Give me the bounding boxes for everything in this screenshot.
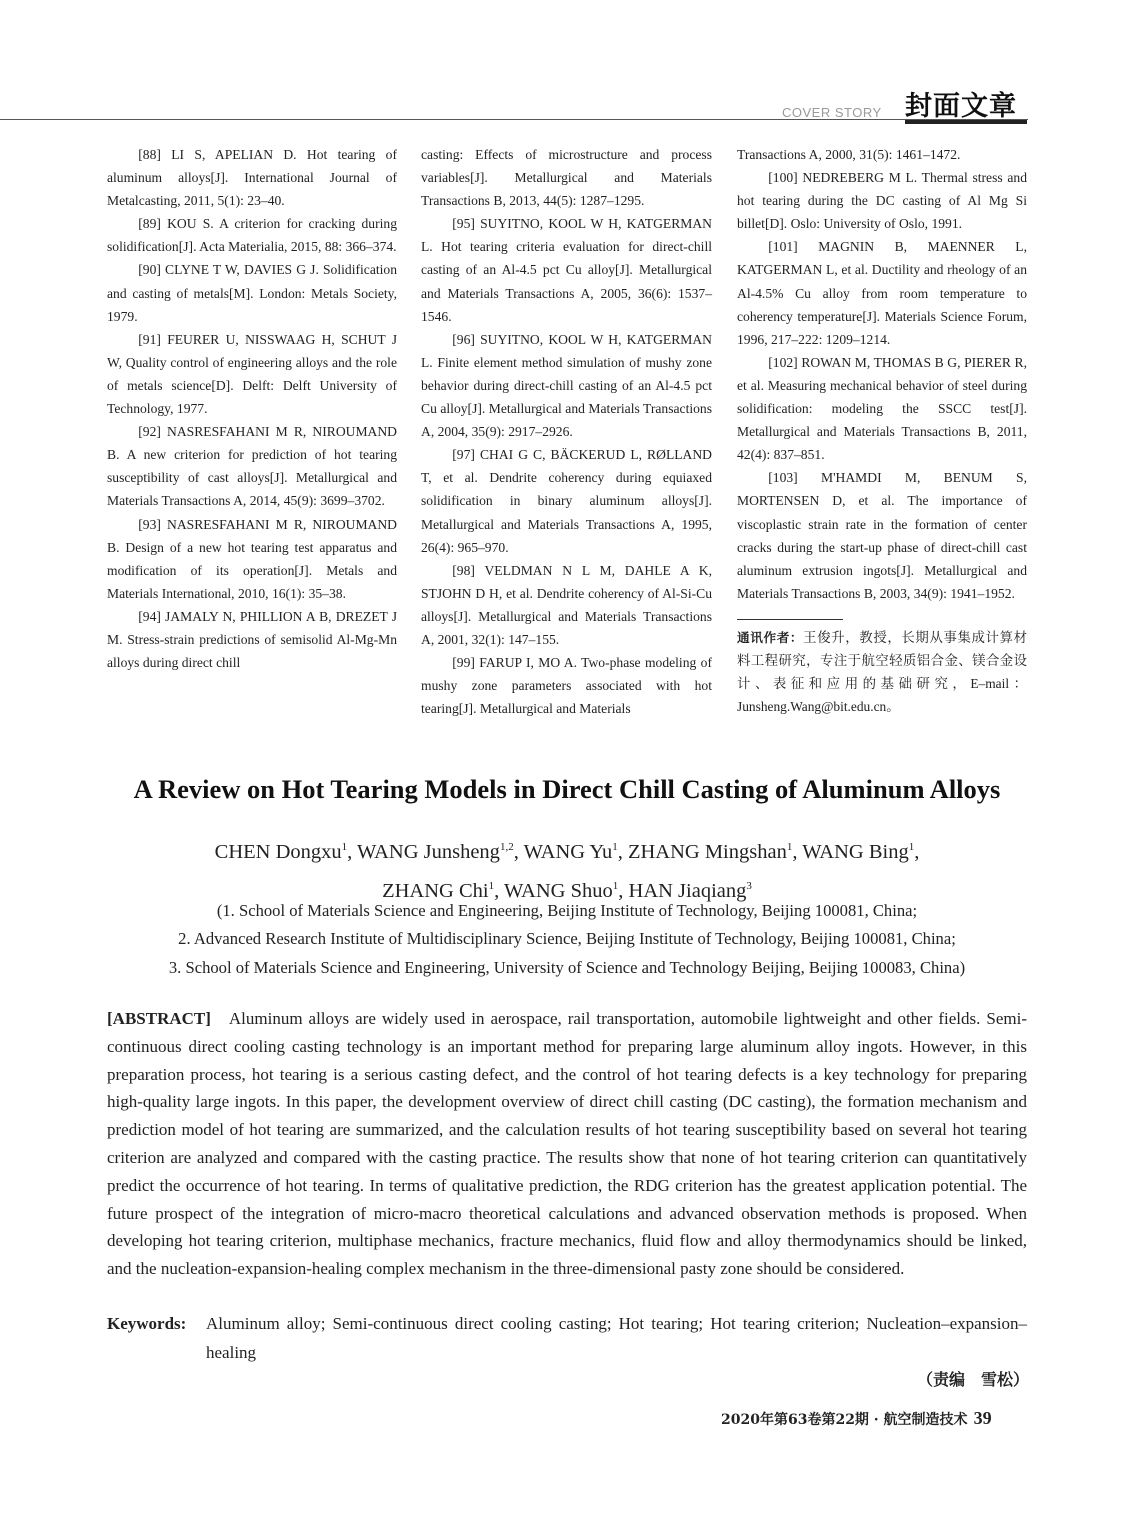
abstract-paragraph: [107, 1005, 1027, 1283]
author-name: ZHANG Mingshan: [627, 840, 787, 863]
section-label-en: COVER STORY: [782, 105, 882, 120]
author-line-2: ZHANG Chi$^1$, WANG Shuo$^1$, HAN Jiaqiang$^3$: [382, 879, 752, 902]
page-footer: [721, 1408, 992, 1429]
author-name: WANG Shuo: [503, 879, 613, 902]
author-affil-sup: 1: [786, 841, 793, 853]
reference-entry: [88] LI S, APELIAN D. Hot tearing of aluminum alloys[J]. International Journal of Metalcasting, 2011, 5(1): 23–40.: [107, 147, 397, 209]
author-note-text: 王俊升，教授，长期从事集成计算材料工程研究，专注于航空轻质铝合金、镁合金设计、表征和应用的基础研究，E–mail：Junsheng.Wang@bit.edu.cn。: [737, 629, 1028, 714]
author-affil-sup: 1: [488, 879, 495, 892]
page-number: 39: [973, 1408, 992, 1428]
author-affil-sup: 1: [341, 841, 348, 853]
keywords-label: Keywords:: [107, 1314, 187, 1333]
section-label-zh: 封面文章: [905, 91, 1017, 122]
author-affil-sup: 1: [908, 841, 915, 853]
abstract-text: Aluminum alloys are widely used in aerospace, rail transportation, automobile lightweight and other fields. Semi-continuous direct cooling casting technology is an important method for preparing large aluminum alloy ingots. However, in this preparation process, hot tearing is a serious casting defect, and the control of hot tearing defects is a key technology for preparing high-quality large ingots. In this paper, the development overview of direct chill casting (DC casting), the formation mechanism and prediction model of hot tearing are summarized, and the calculation results of hot tearing susceptibility based on several hot tearing criterion are analyzed and compared with the casting practice. The results show that none of hot tearing criterion can quantitatively predict the occurrence of hot tearing. In terms of qualitative prediction, the RDG criterion has the greatest application potential. The future prospect of the integration of micro-macro theoretical calculations and advanced observation methods is proposed. When developing hot tearing criterion, multiphase mechanics, fracture mechanics, fluid flow and alloy thermodynamics should be linked, and the nucleation-expansion-healing complex mechanism in the three-dimensional pasty zone should be considered.: [107, 1009, 1027, 1279]
abstract-label: [ABSTRACT]: [107, 1009, 211, 1028]
reference-entry: [89] KOU S. A criterion for cracking during solidification[J]. Acta Materialia, 2015, 88: 366–374.: [107, 216, 397, 255]
journal-info: 2020年第63卷第22期 · 航空制造技术: [721, 1412, 968, 1428]
footnote-divider: [737, 619, 843, 620]
author-note-label: 通讯作者：: [737, 629, 804, 645]
references-column-1: [107, 143, 397, 674]
author-affil-sup: 1,2: [499, 841, 514, 853]
author-name: CHEN Dongxu: [214, 840, 342, 863]
references-column-3: [737, 143, 1027, 718]
author-affil-sup: 1: [612, 841, 618, 853]
reference-entry: [96] SUYITNO, KOOL W H, KATGERMAN L. Finite element method simulation of mushy zone behavior during direct-chill casting of an Al-4.5 pct Cu alloy[J]. Metallurgical and Materials Transactions A, 2004, 35(9): 2917–2926.: [421, 331, 712, 440]
reference-entry: [99] FARUP I, MO A. Two-phase modeling of mushy zone parameters associated with hot tearing[J]. Metallurgical and Materials: [421, 655, 712, 717]
editor-credit: （责编 雪松）: [917, 1370, 1030, 1389]
reference-entry: [94] JAMALY N, PHILLION A B, DREZET J M. Stress-strain predictions of semisolid Al-Mg-Mn alloys during direct chill: [107, 608, 397, 671]
author-name: ZHANG Chi: [382, 879, 489, 902]
reference-entry: [92] NASRESFAHANI M R, NIROUMAND B. A new criterion for prediction of hot tearing susceptibility of cast alloys[J]. Metallurgical and Materials Transactions A, 2014, 45(9): 3699–3702.: [107, 424, 397, 509]
references-column-2: [421, 143, 712, 720]
affiliation-2: 2. Advanced Research Institute of Multidisciplinary Science, Beijing Institute of Technology, Beijing 100081, China;: [178, 929, 956, 948]
reference-entry: [97] CHAI G C, BÄCKERUD L, RØLLAND T, et al. Dendrite coherency during equiaxed solidification in binary aluminum alloys[J]. Metallurgical and Materials Transactions A, 1995, 26(4): 965–970.: [421, 447, 712, 555]
affiliation-3: 3. School of Materials Science and Engineering, University of Science and Technology Beijing, Beijing 100083, China): [168, 958, 966, 977]
author-list: [120, 830, 1014, 908]
author-affil-sup: 3: [746, 879, 752, 892]
paper-title: A Review on Hot Tearing Models in Direct Chill Casting of Aluminum Alloys: [133, 774, 1001, 804]
affiliation-1: (1. School of Materials Science and Engineering, Beijing Institute of Technology, Beijing 100081, China;: [216, 901, 918, 920]
reference-continuation: Transactions A, 2000, 31(5): 1461–1472.: [737, 147, 961, 162]
reference-entry: [93] NASRESFAHANI M R, NIROUMAND B. Design of a new hot tearing test apparatus and modification of its operation[J]. Metals and Materials International, 2010, 16(1): 35–38.: [107, 516, 397, 601]
author-name: WANG Junsheng: [357, 840, 500, 863]
reference-entry: [95] SUYITNO, KOOL W H, KATGERMAN L. Hot tearing criteria evaluation for direct-chill casting of an Al-4.5 pct Cu alloy[J]. Metallurgical and Materials Transactions A, 2005, 36(6): 1537–1546.: [421, 216, 712, 324]
reference-entry: [102] ROWAN M, THOMAS B G, PIERER R, et al. Measuring mechanical behavior of steel during solidification: modeling the SSCC test[J]. Metallurgical and Materials Transactions B, 2011, 42(4): 837–851.: [737, 354, 1027, 463]
reference-entry: [100] NEDREBERG M L. Thermal stress and hot tearing during the DC casting of Al Mg Si billet[D]. Oslo: University of Oslo, 1991.: [737, 170, 1027, 232]
reference-entry: [98] VELDMAN N L M, DAHLE A K, STJOHN D H, et al. Dendrite coherency of Al-Si-Cu alloys[J]. Metallurgical and Materials Transactions A, 2001, 32(1): 147–155.: [421, 562, 712, 647]
reference-entry: [103] M'HAMDI M, BENUM S, MORTENSEN D, et al. The importance of viscoplastic strain rate in the formation of center cracks during the start-up phase of direct-chill cast aluminum extrusion ingots[J]. Metallurgical and Materials Transactions B, 2003, 34(9): 1941–1952.: [737, 470, 1027, 601]
keywords-block: [107, 1310, 1027, 1367]
reference-entry: [101] MAGNIN B, MAENNER L, KATGERMAN L, et al. Ductility and rheology of an Al-4.5% Cu alloy from room temperature to coherency temperature[J]. Materials Science Forum, 1996, 217–222: 1209–1214.: [737, 239, 1027, 347]
reference-continuation: casting: Effects of microstructure and process variables[J]. Metallurgical and Materials Transactions B, 2013, 44(5): 1287–1295.: [421, 147, 712, 209]
reference-entry: [90] CLYNE T W, DAVIES G J. Solidification and casting of metals[M]. London: Metals Society, 1979.: [107, 262, 397, 324]
keywords-text: Aluminum alloy; Semi-continuous direct cooling casting; Hot tearing; Hot tearing criterion; Nucleation–expansion–healing: [206, 1314, 1027, 1362]
corresponding-author-note: [737, 626, 1027, 718]
author-line-1: CHEN Dongxu$^1$, WANG Junsheng$^{1,2}$, WANG Yu$^1$, ZHANG Mingshan$^1$, WANG Bing$^1$,: [214, 840, 920, 863]
author-name: WANG Yu: [523, 840, 613, 863]
author-name: WANG Bing: [802, 840, 909, 863]
author-name: HAN Jiaqiang: [628, 879, 747, 902]
author-affil-sup: 1: [612, 879, 619, 892]
reference-entry: [91] FEURER U, NISSWAAG H, SCHUT J W, Quality control of engineering alloys and the role of metals science[D]. Delft: Delft University of Technology, 1977.: [107, 331, 397, 417]
